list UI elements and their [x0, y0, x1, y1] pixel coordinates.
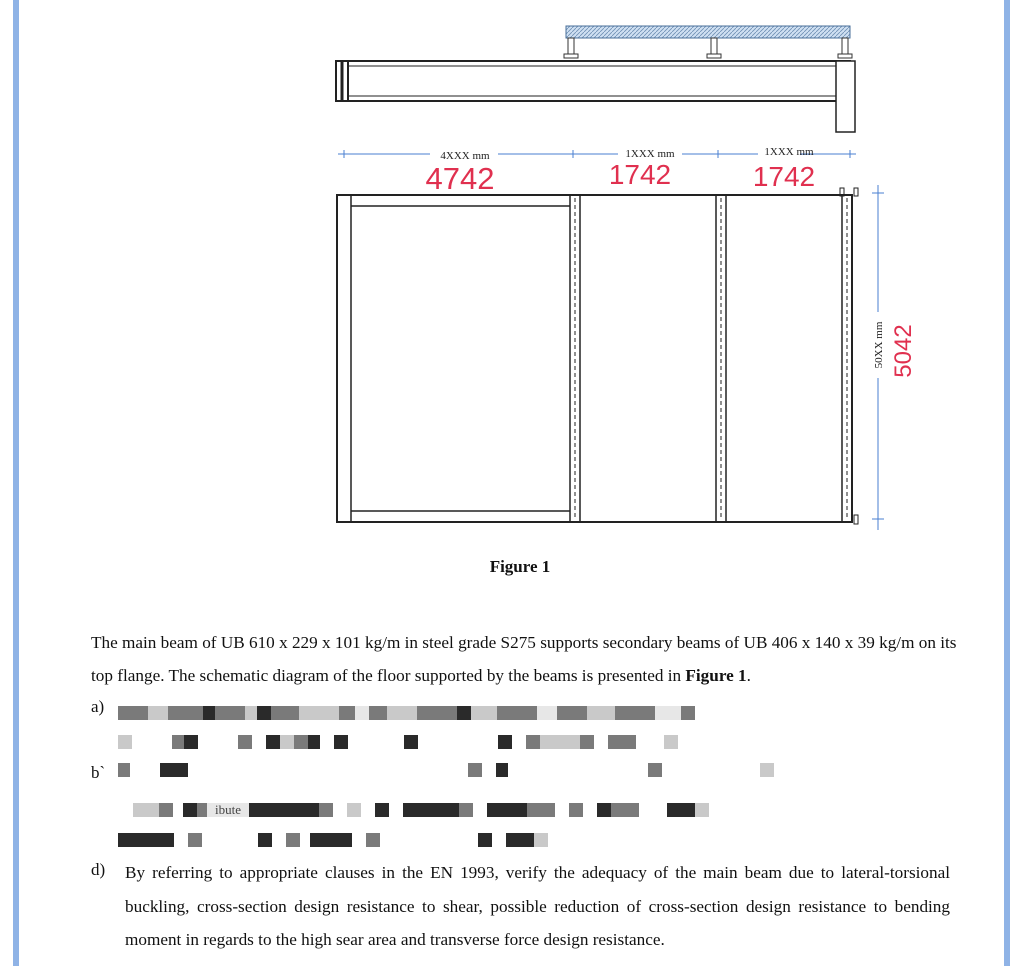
intro-paragraph: [91, 626, 961, 692]
dim-label-1: 4XXX mm: [440, 150, 490, 162]
item-a-label: a): [91, 697, 105, 716]
dim-value-3: 1742: [752, 161, 816, 192]
plan-view: [337, 188, 858, 524]
figure-reference: Figure 1: [685, 666, 747, 685]
main-beam-elevation: [336, 61, 850, 101]
redacted-line-b2: [133, 803, 709, 818]
redacted-fragment: ibute: [207, 803, 249, 817]
intro-text: The main beam of UB 610 x 229 x 101 kg/m in steel grade S275 supports secondary beams of UB 406 x 140 x 39 kg/m on its top flange. The schematic diagram of the floor supported by the beams is presented in: [91, 633, 957, 685]
dim-label-3: 1XXX mm: [764, 146, 814, 158]
redacted-line-b3: [118, 833, 548, 848]
item-d-label: d): [91, 860, 106, 879]
dim-value-2: 1742: [608, 159, 672, 190]
elevation-view: [336, 26, 855, 132]
stud-3: [838, 38, 852, 58]
item-b-label: b`: [91, 763, 106, 782]
figure-caption: Figure 1: [489, 557, 551, 576]
vertical-dim-label: 50XX mm: [873, 321, 885, 369]
plan-outline: [337, 195, 852, 522]
column: [836, 61, 855, 132]
item-d-text: By referring to appropriate clauses in the EN 1993, verify the adequacy of the main beam due to lateral-torsional buckling, cross-section design resistance to shear, possible reduction of cross-section design resistance to bending moment in regards to the high sear area and transverse force design resistance.: [125, 863, 950, 949]
redacted-line-a1: [118, 706, 695, 721]
dim-label-2: 1XXX mm: [625, 148, 675, 160]
stud-2: [707, 38, 721, 58]
vertical-dim-value: 5042: [890, 324, 917, 378]
dim-value-1: 4742: [425, 161, 495, 196]
redacted-line-a2: [118, 735, 678, 750]
stud-1: [564, 38, 578, 58]
intro-period: .: [746, 666, 751, 685]
redacted-line-b1: [118, 763, 774, 778]
slab-hatched: [566, 26, 850, 38]
